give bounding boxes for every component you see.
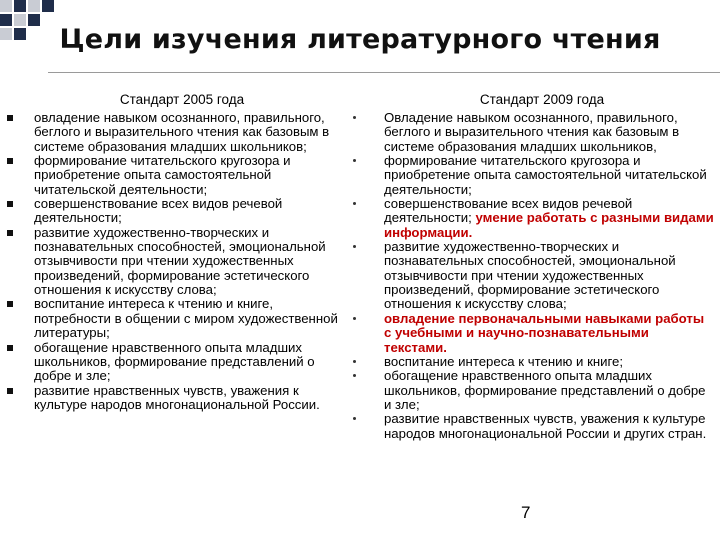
list-item-text: формирование читательского кругозора и приобретение опыта самостоятельной читательской деятельности; [34,153,291,197]
dot-bullet-icon [353,245,356,248]
standard-2009-heading: Стандарт 2009 года [479,92,605,107]
standard-2005-list [6,111,346,412]
list-item-text: обогащение нравственного опыта младших школьников, формирование представлений о добре и зле; [384,368,706,412]
list-item-text: воспитание интереса к чтению и книге; [384,353,624,369]
standard-2009-list [350,111,714,441]
square-bullet-icon [7,345,13,351]
list-item-text: воспитание интереса к чтению и книге, потребности в общении с миром художественной литературы; [34,296,338,341]
list-item [6,341,346,384]
dot-bullet-icon [353,317,356,320]
list-item-text: овладение навыком осознанного, правильного, беглого и выразительного чтения как базовым в системе образования младших школьников; [34,110,330,154]
list-item [350,111,714,154]
list-item [350,312,714,355]
dot-bullet-icon [353,417,356,420]
square-bullet-icon [7,115,13,121]
standard-2009-column [350,92,714,441]
dot-bullet-icon [353,116,356,119]
page-number: 7 [521,503,531,522]
list-item-text: Овладение навыком осознанного, правильного, беглого и выразительного чтения как базовым в системе образования младших школьников, [384,110,680,154]
list-item [6,154,346,197]
slide-title: Цели изучения литературного чтения [59,24,661,55]
list-item-text: обогащение нравственного опыта младших школьников, формирование представлений о добре и зле; [34,339,315,384]
dot-bullet-icon [353,374,356,377]
list-item [350,197,714,240]
highlighted-text: овладение первоначальными навыками работы с учебными и научно-познавательными текстами. [384,310,705,355]
list-item [350,240,714,312]
list-item-text: развитие нравственных чувств, уважения к культуре народов многонациональной России. [34,382,320,412]
dot-bullet-icon [353,159,356,162]
dot-bullet-icon [353,360,356,363]
square-bullet-icon [7,230,13,236]
highlighted-text: умение работать с разными видами информации. [384,210,714,240]
list-item [6,197,346,226]
list-item [350,355,714,369]
list-item-text: развитие художественно-творческих и познавательных способностей, эмоциональной отзывчивости при чтении художественных произведений, формирование эстетического отношения к искусству слова; [34,224,326,298]
list-item [6,297,346,340]
list-item-text: формирование читательского кругозора и приобретение опыта самостоятельной читательской деятельности; [384,153,707,197]
list-item [350,154,714,197]
standard-2005-column [6,92,346,412]
list-item [350,369,714,412]
list-item-text: развитие нравственных чувств, уважения к культуре народов многонациональной России и других стран. [384,411,707,441]
list-item-text: развитие художественно-творческих и познавательных способностей, эмоциональной отзывчивости при чтении художественных произведений, формирование эстетического отношения к искусству слова; [384,239,676,312]
list-item [350,412,714,441]
dot-bullet-icon [353,202,356,205]
list-item-text: совершенствование всех видов речевой деятельности; [384,196,633,226]
title-divider [48,72,720,73]
list-item [6,226,346,298]
list-item [6,384,346,413]
square-bullet-icon [7,301,13,307]
square-bullet-icon [7,388,13,394]
list-item-text: совершенствование всех видов речевой деятельности; [34,196,283,226]
standard-2005-heading: Стандарт 2005 года [119,92,245,107]
square-bullet-icon [7,201,13,207]
list-item [6,111,346,154]
square-bullet-icon [7,158,13,164]
